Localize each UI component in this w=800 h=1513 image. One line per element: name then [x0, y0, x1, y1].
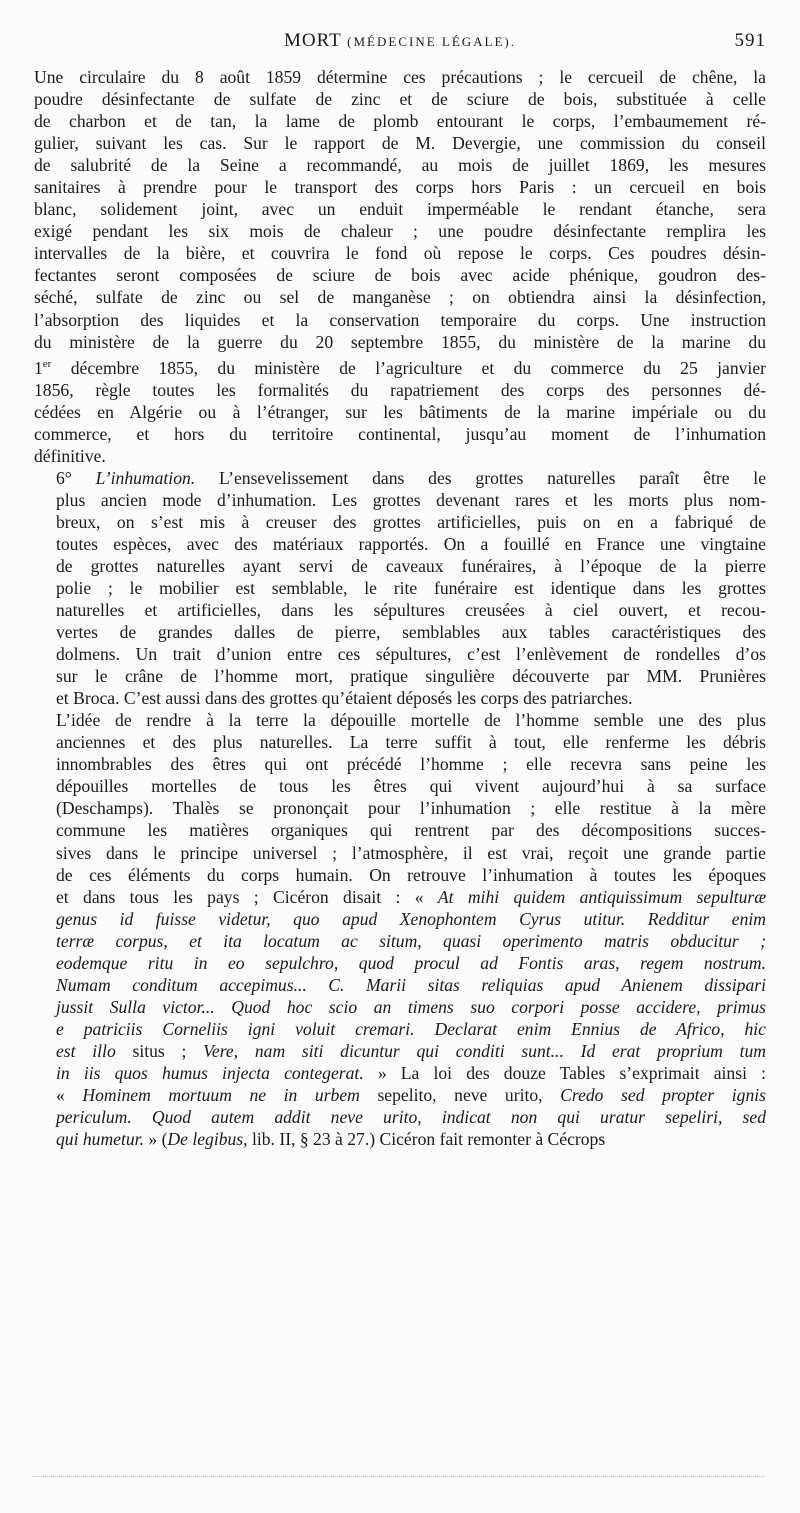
text-line: et Broca. C’est aussi dans des grottes qu’étaient déposés les corps des patriarches.	[56, 688, 633, 709]
text-line: exigé pendant les six mois de chaleur ; une poudre désinfectante remplira les	[34, 221, 766, 242]
text-line: toutes espèces, avec des matériaux rapportés. On a fouillé en France une vingtaine	[56, 533, 766, 554]
running-title-subtitle: (MÉDECINE LÉGALE).	[347, 34, 517, 49]
text-line: L’idée de rendre à la terre la dépouille mortelle de l’homme semble une des plus	[56, 710, 766, 731]
page-number: 591	[734, 30, 766, 51]
paragraph-burial-regulations	[34, 66, 766, 467]
running-head	[34, 30, 766, 58]
text-line: sur le crâne de l’homme mort, pratique singulière découverte par MM. Prunières	[56, 666, 766, 687]
footer-rule	[34, 1476, 764, 1477]
text-line: dolmens. Un trait d’union entre ces sépultures, c’est l’enlèvement de rondelles d’os	[56, 644, 766, 665]
text-line: intervalles de la bière, et couvrira le fond où repose le corps. Ces poudres désin-	[34, 243, 766, 264]
text-line: genus id fuisse videtur, quo apud Xenophontem Cyrus utitur. Redditur enim	[56, 908, 766, 929]
text-line: sanitaires à prendre pour le transport des corps hors Paris : un cercueil en bois	[34, 177, 766, 198]
text-line: in iis quos humus injecta contegerat. » La loi des douze Tables s’exprimait ainsi :	[56, 1062, 766, 1083]
text-line: vertes de grandes dalles de pierre, semblables aux tables caractéristiques des	[56, 622, 766, 643]
running-title-main: MORT	[283, 30, 342, 51]
text-line: polie ; le mobilier est semblable, le rite funéraire est identique dans les grottes	[56, 577, 766, 598]
paragraph-inhumation-heading	[34, 467, 766, 710]
text-line: periculum. Quod autem addit neve urito, indicat non qui uratur sepeliri, sed	[56, 1107, 766, 1128]
text-line: jussit Sulla victor... Quod hoc scio an timens suo corpori posse accidere, primus	[56, 996, 766, 1017]
text-line: breux, on s’est mis à creuser des grottes artificielles, puis on en a fabriqué de	[56, 511, 766, 532]
text-line: l’absorption des liquides et la conservation temporaire du corps. Une instruction	[34, 309, 766, 330]
text-line: dépouilles mortelles de tous les êtres qui vivent aujourd’hui à sa surface	[56, 776, 766, 797]
text-line: de salubrité de la Seine a recommandé, au mois de juillet 1869, les mesures	[34, 155, 766, 176]
text-line: définitive.	[34, 445, 106, 466]
text-line: Une circulaire du 8 août 1859 détermine ces précautions ; le cercueil de chêne, la	[34, 67, 766, 87]
text-line: poudre désinfectante de sulfate de zinc et de sciure de bois, substituée à celle	[34, 89, 766, 110]
text-line: blanc, solidement joint, avec un enduit imperméable le rendant étanche, sera	[34, 199, 766, 220]
text-line: séché, sulfate de zinc ou sel de manganèse ; on obtiendra ainsi la désinfection,	[34, 287, 766, 308]
text-line: commerce, et hors du territoire continental, jusqu’au moment de l’inhumation	[34, 423, 766, 444]
paragraph-inhumation-history	[34, 709, 766, 1150]
text-line: de ces éléments du corps humain. On retrouve l’inhumation à toutes les époques	[56, 864, 766, 885]
text-line: e patriciis Corneliis igni voluit cremari. Declarat enim Ennius de Africo, hic	[56, 1018, 766, 1039]
text-line: de charbon et de tan, la lame de plomb entourant le corps, l’embaumement ré-	[34, 111, 766, 132]
text-line: plus ancien mode d’inhumation. Les grottes devenant rares et les morts plus nom-	[56, 489, 766, 510]
text-line: (Deschamps). Thalès se prononçait pour l’inhumation ; elle restitue à la mère	[56, 798, 766, 819]
text-line: du ministère de la guerre du 20 septembre 1855, du ministère de la marine du	[34, 331, 766, 352]
text-line: eodemque ritu in eo sepulchro, quod procul ad Fontis aras, regem nostrum.	[56, 952, 766, 973]
text-line: 1856, règle toutes les formalités du rapatriement des corps des personnes dé-	[34, 379, 766, 400]
text-line: de grottes naturelles ayant servi de caveaux funéraires, à l’époque de la pierre	[56, 555, 766, 576]
body-text	[34, 66, 766, 1150]
text-line: 1er décembre 1855, du ministère de l’agriculture et du commerce du 25 janvier	[34, 357, 766, 378]
text-line: fectantes seront composées de sciure de bois avec acide phénique, goudron des-	[34, 265, 766, 286]
text-line: 6° L’inhumation. L’ensevelissement dans des grottes naturelles paraît être le	[56, 467, 767, 488]
text-line: et dans tous les pays ; Cicéron disait : « At mihi quidem antiquissimum sepulturæ	[56, 886, 766, 907]
text-line: cédées en Algérie ou à l’étranger, sur les bâtiments de la marine impériale ou du	[34, 401, 766, 422]
text-line: innombrables des êtres qui ont précédé l’homme ; elle recevra sans peine les	[56, 754, 766, 775]
text-line: qui humetur. » (De legibus, lib. II, § 23 à 27.) Cicéron fait remonter à Cécrops	[56, 1129, 606, 1150]
text-line: Numam conditum accepimus... C. Marii sitas reliquias apud Anienem dissipari	[56, 974, 766, 995]
text-line: terræ corpus, et ita locatum ac situm, quasi operimento matris obducitur ;	[56, 930, 766, 951]
text-line: anciennes et des plus naturelles. La terre suffit à tout, elle renferme les débris	[56, 732, 766, 753]
text-line: gulier, suivant les cas. Sur le rapport de M. Devergie, une commission du conseil	[34, 133, 766, 154]
text-line: « Hominem mortuum ne in urbem sepelito, neve urito, Credo sed propter ignis	[56, 1085, 766, 1106]
text-line: est illo situs ; Vere, nam siti dicuntur qui conditi sunt... Id erat proprium tum	[56, 1040, 767, 1061]
text-line: commune les matières organiques qui rentrent par des décompositions succes-	[56, 820, 766, 841]
text-line: naturelles et artificielles, dans les sépultures creusées à ciel ouvert, et recou-	[56, 599, 766, 620]
running-title	[34, 30, 766, 52]
text-line: sives dans le principe universel ; l’atmosphère, il est vrai, reçoit une grande partie	[56, 842, 766, 863]
